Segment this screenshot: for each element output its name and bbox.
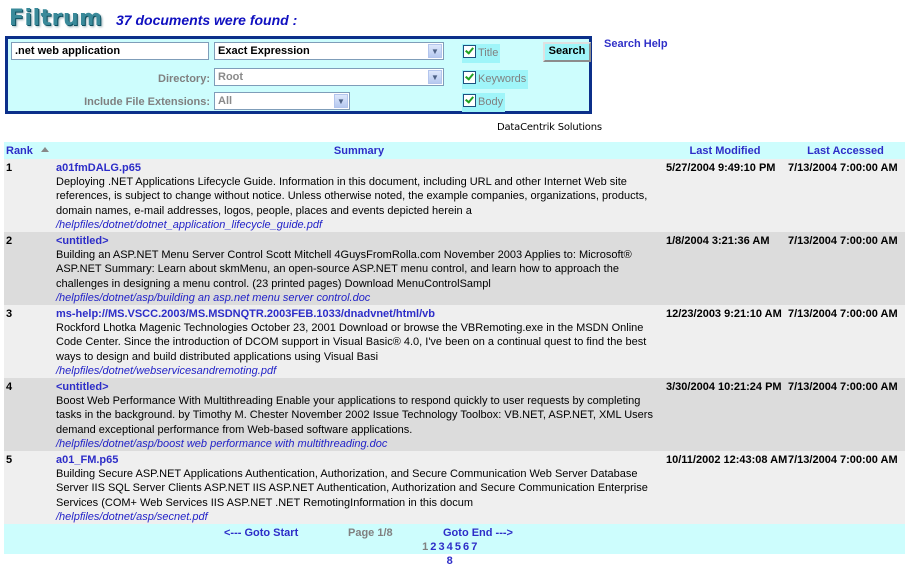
result-summary: Boost Web Performance With Multithreading Enable your applications to respond quickly to user requests by completing tasks in the background. by Timothy M. Chester November 2002 Issue Technology Toolbox: VB.NET, ASP.NET, XML Users demand exceptional performance from Web-based software applications.	[56, 395, 653, 436]
result-summary: Building Secure ASP.NET Applications Authentication, Authorization, and Secure Communication Web Server Database Server IIS SQL Server Clients ASP.NET IIS ASP.NET Authentication, Authorization and Secure Communication Enterprise Services (COM+ Web Services IIS ASP.NET .NET RemotingInformation in this docum	[56, 468, 648, 509]
row-last-accessed: 7/13/2004 7:00:00 AM	[786, 232, 905, 305]
page-link[interactable]: 4	[446, 541, 454, 554]
keywords-checkbox-label: Keywords	[478, 73, 527, 85]
row-rank: 2	[4, 232, 54, 305]
directory-value: Root	[218, 71, 244, 83]
pagination-cell	[4, 524, 905, 568]
row-last-accessed: 7/13/2004 7:00:00 AM	[786, 305, 905, 378]
row-summary-cell	[54, 305, 664, 378]
column-header-last-accessed[interactable]: Last Accessed	[786, 142, 905, 159]
row-summary-cell	[54, 232, 664, 305]
row-last-accessed: 7/13/2004 7:00:00 AM	[786, 451, 905, 524]
match-mode-value: Exact Expression	[218, 45, 310, 57]
row-rank: 1	[4, 159, 54, 232]
table-row	[4, 451, 905, 524]
row-rank: 5	[4, 451, 54, 524]
row-last-modified: 10/11/2002 12:43:08 AM	[664, 451, 786, 524]
result-path-link[interactable]: /helpfiles/dotnet/asp/building an asp.net menu server control.doc	[56, 291, 371, 304]
chevron-down-icon[interactable]: ▼	[428, 70, 442, 84]
page-link[interactable]: 3	[438, 541, 446, 554]
result-summary: Building an ASP.NET Menu Server Control Scott Mitchell 4GuysFromRolla.com November 2003 Applies to: Microsoft® ASP.NET Summary: Learn about skmMenu, an open-source ASP.NET menu control, and learn how to approach the challenges in designing a menu control. (23 printed pages) Download MenuControlSampl	[56, 249, 632, 290]
row-rank: 3	[4, 305, 54, 378]
title-checkbox[interactable]	[462, 44, 500, 63]
filtrum-logo: Filtrum	[9, 6, 103, 31]
row-last-accessed: 7/13/2004 7:00:00 AM	[786, 159, 905, 232]
goto-start-link[interactable]: <--- Goto Start	[224, 527, 299, 540]
body-checkbox[interactable]	[462, 93, 505, 112]
table-row	[4, 232, 905, 305]
page-link[interactable]: 8	[446, 555, 454, 568]
sort-ascending-icon[interactable]	[41, 147, 49, 152]
rank-header-label[interactable]: Rank	[6, 144, 33, 157]
row-last-modified: 3/30/2004 10:21:24 PM	[664, 378, 786, 451]
body-checkbox-label: Body	[478, 96, 504, 108]
search-button[interactable]: Search	[543, 42, 591, 62]
row-last-accessed: 7/13/2004 7:00:00 AM	[786, 378, 905, 451]
file-extensions-label: Include File Extensions:	[84, 96, 210, 108]
chevron-down-icon[interactable]: ▼	[334, 94, 348, 108]
results-table	[4, 142, 905, 568]
match-mode-select[interactable]	[214, 42, 444, 60]
result-summary: Rockford Lhotka Magenic Technologies October 23, 2001 Download or browse the VBRemoting.exe in the MSDN Online Code Center. Since the introduction of DCOM support in Visual Basic® 4.0, I've been on a continual quest to find the best ways to design and build distributed applications using Visual Basi	[56, 322, 647, 363]
result-title-link[interactable]: a01_FM.p65	[56, 454, 119, 467]
search-help-link[interactable]: Search Help	[604, 38, 668, 50]
directory-select[interactable]	[214, 68, 444, 86]
file-extensions-value: All	[218, 95, 233, 107]
table-row	[4, 305, 905, 378]
page-info: Page 1/8	[348, 527, 393, 540]
row-rank: 4	[4, 378, 54, 451]
result-title-link[interactable]: a01fmDALG.p65	[56, 162, 141, 174]
row-last-modified: 1/8/2004 3:21:36 AM	[664, 232, 786, 305]
row-last-modified: 5/27/2004 9:49:10 PM	[664, 159, 786, 232]
directory-label: Directory:	[158, 73, 210, 85]
results-count-message: 37 documents were found :	[116, 12, 298, 28]
page-link-current: 1	[422, 541, 429, 554]
result-path-link[interactable]: /helpfiles/dotnet/asp/boost web performance with multithreading.doc	[56, 437, 388, 450]
search-panel	[5, 36, 592, 114]
row-summary-cell	[54, 451, 664, 524]
title-checkbox-label: Title	[478, 47, 499, 59]
result-path-link[interactable]: /helpfiles/dotnet/dotnet_application_lifecycle_guide.pdf	[56, 218, 323, 231]
table-row	[4, 378, 905, 451]
row-summary-cell	[54, 378, 664, 451]
result-title-link[interactable]: <untitled>	[56, 381, 109, 394]
page-link[interactable]: 6	[463, 541, 470, 554]
checkbox-checked-icon[interactable]	[463, 71, 476, 84]
chevron-down-icon[interactable]: ▼	[428, 44, 442, 58]
table-row	[4, 159, 905, 232]
checkbox-checked-icon[interactable]	[463, 94, 476, 107]
row-last-modified: 12/23/2003 9:21:10 AM	[664, 305, 786, 378]
company-name: DataCentrik Solutions	[497, 122, 602, 133]
row-summary-cell	[54, 159, 664, 232]
page-link[interactable]: 2	[430, 541, 437, 554]
table-header-row	[4, 142, 905, 159]
result-title-link[interactable]: ms-help://MS.VSCC.2003/MS.MSDNQTR.2003FEB.1033/dnadvnet/html/vb	[56, 308, 435, 321]
goto-end-link[interactable]: Goto End --->	[443, 527, 513, 540]
result-path-link[interactable]: /helpfiles/dotnet/asp/secnet.pdf	[56, 510, 208, 523]
column-header-rank[interactable]	[4, 142, 54, 159]
checkbox-checked-icon[interactable]	[463, 45, 476, 58]
file-extensions-select[interactable]	[214, 92, 350, 110]
search-query-input[interactable]	[11, 42, 209, 60]
result-path-link[interactable]: /helpfiles/dotnet/webservicesandremoting.pdf	[56, 364, 277, 377]
page-link[interactable]: 7	[471, 541, 478, 554]
column-header-last-modified[interactable]: Last Modified	[664, 142, 786, 159]
page-link[interactable]: 5	[454, 541, 462, 554]
pagination-row	[4, 524, 905, 554]
result-title-link[interactable]: <untitled>	[56, 235, 109, 248]
keywords-checkbox[interactable]	[462, 70, 528, 89]
page-number-list	[418, 540, 480, 568]
column-header-summary[interactable]: Summary	[54, 142, 664, 159]
result-summary: Deploying .NET Applications Lifecycle Guide. Information in this document, including URL and other Internet Web site references, is subject to change without notice. Unless otherwise noted, the example companies, organizations, products, domain names, e-mail addresses, logos, people, places and events depicted herein a	[56, 176, 648, 217]
